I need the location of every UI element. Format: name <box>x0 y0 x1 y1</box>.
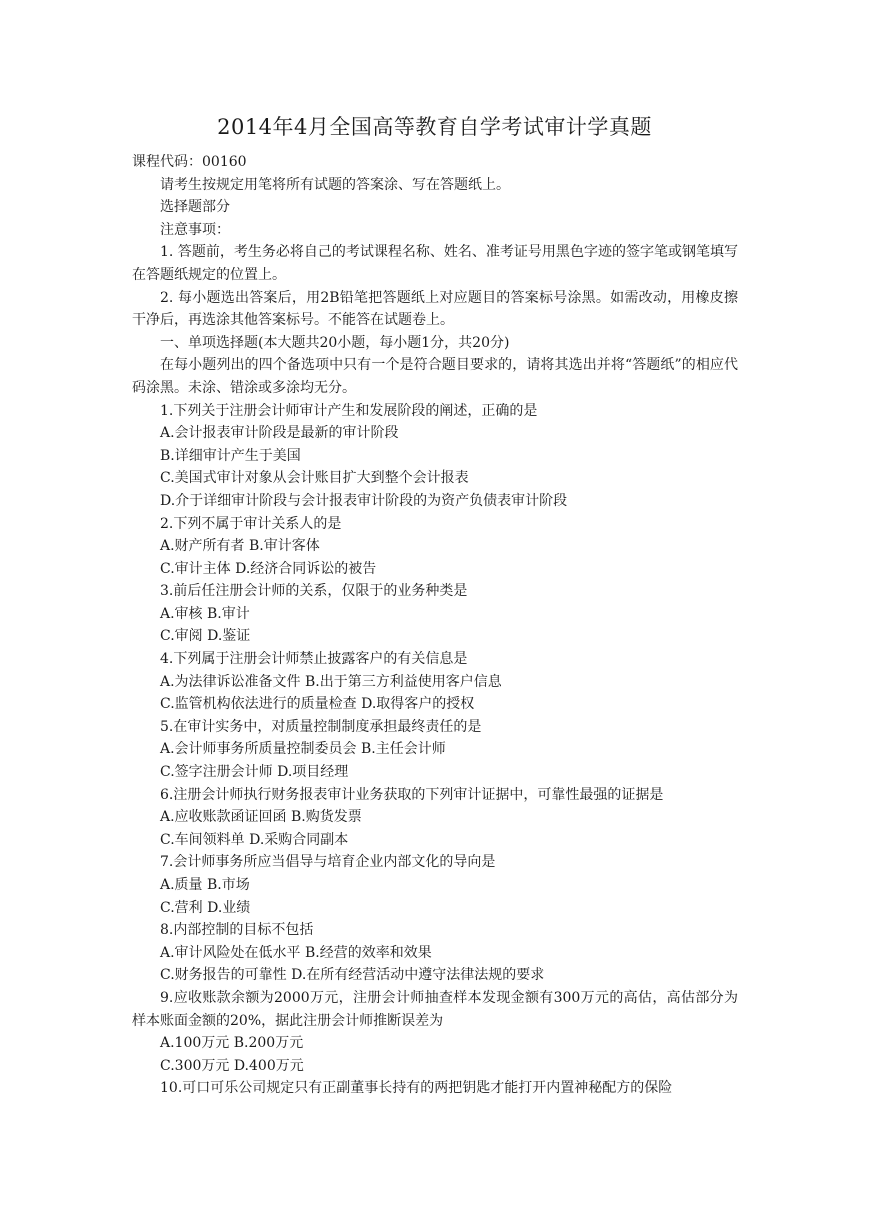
question-6-options-cd: C.车间领料单 D.采购合同副本 <box>160 831 349 848</box>
question-3-options-ab: A.审核 B.审计 <box>160 605 250 622</box>
document-body <box>132 151 738 1100</box>
notice-heading: 注意事项： <box>160 221 230 238</box>
part-instruction: 在每小题列出的四个备选项中只有一个是符合题目要求的，请将其选出并将“答题纸”的相应代码涂黑。未涂、错涂或多涂均无分。 <box>132 357 738 396</box>
question-5-options-ab: A.会计师事务所质量控制委员会 B.主任会计师 <box>160 741 446 758</box>
question-2: 2.下列不属于审计关系人的是 <box>160 515 342 532</box>
question-4-options-cd: C.监管机构依法进行的质量检查 D.取得客户的授权 <box>160 696 475 713</box>
question-7-options-cd: C.营利 D.业绩 <box>160 899 251 916</box>
question-5: 5.在审计实务中，对质量控制制度承担最终责任的是 <box>160 718 482 735</box>
question-3-options-cd: C.审阅 D.鉴证 <box>160 628 251 645</box>
course-code: 课程代码：00160 <box>132 154 247 170</box>
question-1: 1.下列关于注册会计师审计产生和发展阶段的阐述，正确的是 <box>160 402 538 419</box>
question-7: 7.会计师事务所应当倡导与培育企业内部文化的导向是 <box>160 854 496 871</box>
part-heading: 一、单项选择题(本大题共20小题，每小题1分，共20分) <box>160 334 510 351</box>
question-9: 9.应收账款余额为2000万元，注册会计师抽查样本发现金额有300万元的高估，高估部分为样本账面金额的20%，据此注册会计师推断误差为 <box>132 989 738 1029</box>
question-2-options-ab: A.财产所有者 B.审计客体 <box>160 538 320 555</box>
question-7-options-ab: A.质量 B.市场 <box>160 877 250 893</box>
question-2-options-cd: C.审计主体 D.经济合同诉讼的被告 <box>160 560 377 577</box>
notice-item-1: 1. 答题前，考生务必将自己的考试课程名称、姓名、准考证号用黑色字迹的签字笔或钢笔填写在答题纸规定的位置上。 <box>132 244 738 283</box>
question-6: 6.注册会计师执行财务报表审计业务获取的下列审计证据中，可靠性最强的证据是 <box>160 786 664 803</box>
question-4-options-ab: A.为法律诉讼准备文件 B.出于第三方利益使用客户信息 <box>160 673 502 690</box>
question-9-options-cd: C.300万元 D.400万元 <box>160 1057 304 1074</box>
section-heading: 选择题部分 <box>160 199 230 216</box>
question-1-option-d: D.介于详细审计阶段与会计报表审计阶段的为资产负债表审计阶段 <box>160 492 568 509</box>
question-10: 10.可口可乐公司规定只有正副董事长持有的两把钥匙才能打开内置神秘配方的保险 <box>160 1080 673 1097</box>
question-4: 4.下列属于注册会计师禁止披露客户的有关信息是 <box>160 651 468 668</box>
question-8: 8.内部控制的目标不包括 <box>160 922 314 939</box>
page-title: 2014年4月全国高等教育自学考试审计学真题 <box>217 115 652 139</box>
question-8-options-cd: C.财务报告的可靠性 D.在所有经营活动中遵守法律法规的要求 <box>160 967 545 984</box>
question-6-options-ab: A.应收账款函证回函 B.购货发票 <box>160 809 362 826</box>
question-1-option-a: A.会计报表审计阶段是最新的审计阶段 <box>160 425 399 442</box>
question-1-option-c: C.美国式审计对象从会计账目扩大到整个会计报表 <box>160 470 469 487</box>
question-1-option-b: B.详细审计产生于美国 <box>160 447 301 464</box>
question-5-options-cd: C.签字注册会计师 D.项目经理 <box>160 764 349 781</box>
notice-item-2: 2. 每小题选出答案后，用2B铅笔把答题纸上对应题目的答案标号涂黑。如需改动，用橡皮擦干净后，再选涂其他答案标号。不能答在试题卷上。 <box>132 289 738 329</box>
question-9-options-ab: A.100万元 B.200万元 <box>160 1035 304 1052</box>
instruction-line: 请考生按规定用笔将所有试题的答案涂、写在答题纸上。 <box>160 176 510 193</box>
question-8-options-ab: A.审计风险处在低水平 B.经营的效率和效果 <box>160 944 432 961</box>
question-3: 3.前后任注册会计师的关系，仅限于的业务种类是 <box>160 583 468 600</box>
